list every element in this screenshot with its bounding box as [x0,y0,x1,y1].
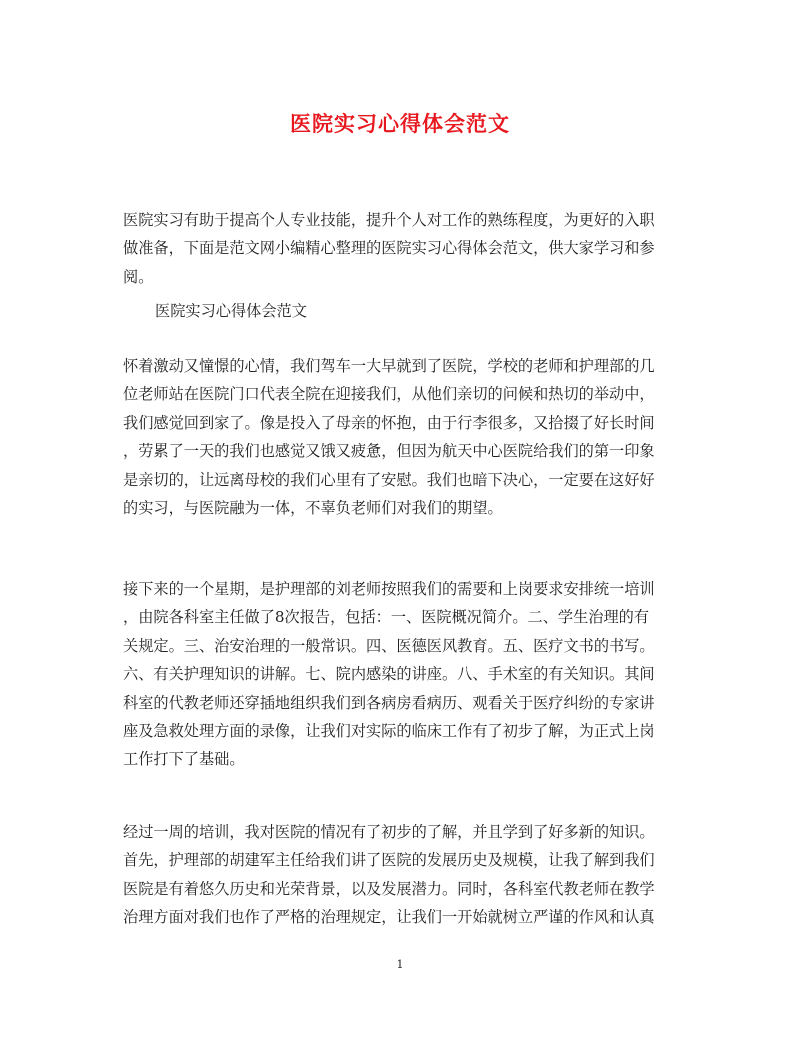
text-line: 工作打下了基础。 [123,750,245,769]
text-line: 六、有关护理知识的讲解。七、院内感染的讲座。八、手术室的有关知识。其间 [123,665,655,684]
section-subheading: 医院实习心得体会范文 [155,302,307,320]
text-line: 是亲切的，让远离母校的我们心里有了安慰。我们也暗下决心，一定要在这好好 [123,470,655,489]
text-line: 医院是有着悠久历史和光荣背景，以及发展潜力。同时，各科室代教老师在教学 [123,879,655,898]
text-line: 医院实习有助于提高个人专业技能，提升个人对工作的熟练程度，为更好的入职 [123,211,655,229]
text-line: ，由院各科室主任做了8次报告，包括：一、医院概况简介。二、学生治理的有 [123,608,650,627]
document-title: 医院实习心得体会范文 [290,111,510,136]
text-line: 关规定。三、治安治理的一般常识。四、医德医风教育。五、医疗文书的书写。 [123,636,655,655]
text-line: 的实习，与医院融为一体，不辜负老师们对我们的期望。 [123,499,503,518]
text-line: ，劳累了一天的我们也感觉又饿又疲惫，但因为航天中心医院给我们的第一印象 [123,442,655,461]
text-line: 治理方面对我们也作了严格的治理规定，让我们一开始就树立严谨的作风和认真 [123,908,655,927]
text-line: 首先，护理部的胡建军主任给我们讲了医院的发展历史及规模，让我了解到我们 [123,851,655,870]
body-paragraph-1 [123,352,679,522]
text-line: 阅。 [123,267,154,286]
body-paragraph-2 [123,575,679,774]
text-line: 接下来的一个星期，是护理部的刘老师按照我们的需要和上岗要求安排统一培训 [123,580,655,598]
text-line: 我们感觉回到家了。像是投入了母亲的怀抱，由于行李很多，又拾掇了好长时间 [123,413,655,432]
text-line: 座及急救处理方面的录像，让我们对实际的临床工作有了初步了解，为正式上岗 [123,722,655,741]
text-line: 怀着激动又憧憬的心情，我们驾车一大早就到了医院，学校的老师和护理部的几 [123,357,655,375]
text-line: 做准备，下面是范文网小编精心整理的医院实习心得体会范文，供大家学习和参 [123,239,655,258]
body-paragraph-3 [123,818,679,932]
intro-paragraph [123,206,679,291]
text-line: 经过一周的培训，我对医院的情况有了初步的了解，并且学到了好多新的知识。 [123,823,655,841]
text-line: 科室的代教老师还穿插地组织我们到各病房看病历、观看关于医疗纠纷的专家讲 [123,693,655,712]
page-number: 1 [396,958,404,971]
text-line: 位老师站在医院门口代表全院在迎接我们，从他们亲切的问候和热切的举动中， [123,385,655,404]
